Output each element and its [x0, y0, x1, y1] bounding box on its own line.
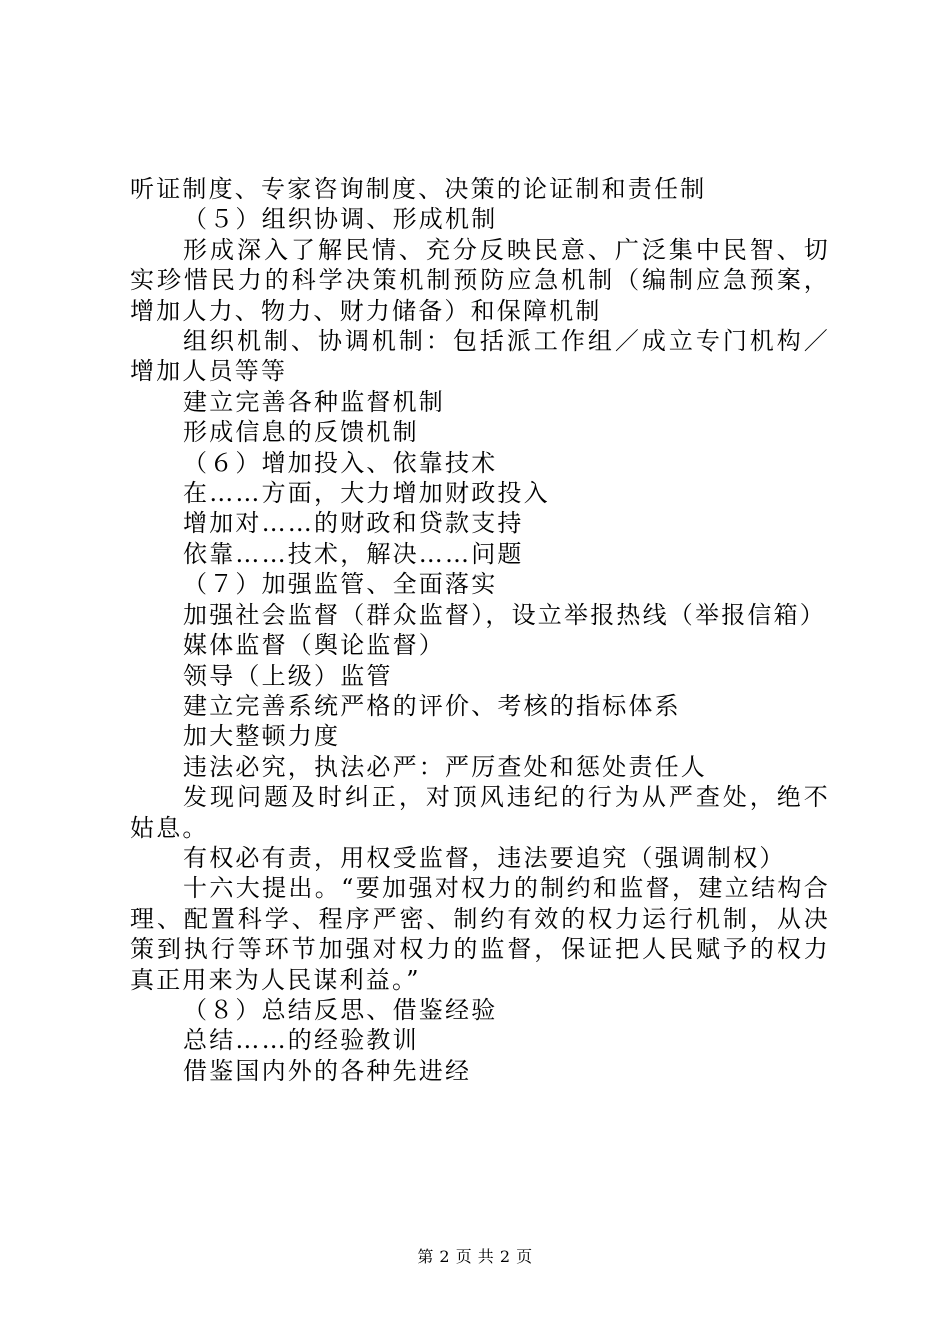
paragraph-23: 借鉴国内外的各种先进经: [183, 1056, 472, 1085]
paragraph-6: 形成信息的反馈机制: [183, 418, 419, 447]
paragraph-17: 违法必究，执法必严：严厉查处和惩处责任人: [183, 752, 707, 781]
paragraph-18: 发现问题及时纠正，对顶风违纪的行为从严查处，绝不姑息。: [130, 783, 830, 842]
paragraph-19: 有权必有责，用权受监督，违法要追究（强调制权）: [183, 843, 786, 872]
page-footer: 第 2 页 共 2 页: [417, 1247, 533, 1266]
section-heading-6: （６）增加投入、依靠技术: [183, 448, 498, 477]
section-heading-8: （８）总结反思、借鉴经验: [183, 995, 498, 1024]
paragraph-3: 形成深入了解民情、充分反映民意、广泛集中民智、切实珍惜民力的科学决策机制预防应急机制（编制应急预案，增加人力、物力、财力储备）和保障机制: [130, 235, 830, 325]
paragraph-16: 加大整顿力度: [183, 722, 341, 751]
paragraph-1: 听证制度、专家咨询制度、决策的论证制和责任制: [130, 175, 707, 203]
paragraph-4: 组织机制、协调机制：包括派工作组／成立专门机构／增加人员等等: [130, 327, 830, 386]
section-heading-5: （５）组织协调、形成机制: [183, 205, 498, 234]
paragraph-15: 建立完善系统严格的评价、考核的指标体系: [183, 691, 681, 720]
paragraph-14: 领导（上级）监管: [183, 661, 393, 690]
paragraph-13: 媒体监督（舆论监督）: [183, 631, 445, 660]
paragraph-8: 在……方面，大力增加财政投入: [183, 479, 550, 508]
paragraph-20: 十六大提出。“要加强对权力的制约和监督，建立结构合理、配置科学、程序严密、制约有效的权力运行机制，从决策到执行等环节加强对权力的监督，保证把人民赋予的权力真正用来为人民谋利益。”: [130, 874, 830, 994]
paragraph-5: 建立完善各种监督机制: [183, 387, 445, 416]
document-body: [130, 174, 830, 1086]
paragraph-10: 依靠……技术，解决……问题: [183, 539, 524, 568]
section-heading-7: （７）加强监管、全面落实: [183, 570, 498, 599]
paragraph-22: 总结……的经验教训: [183, 1026, 419, 1055]
paragraph-9: 增加对……的财政和贷款支持: [183, 509, 524, 538]
paragraph-12: 加强社会监督（群众监督），设立举报热线（举报信箱）: [183, 600, 826, 629]
